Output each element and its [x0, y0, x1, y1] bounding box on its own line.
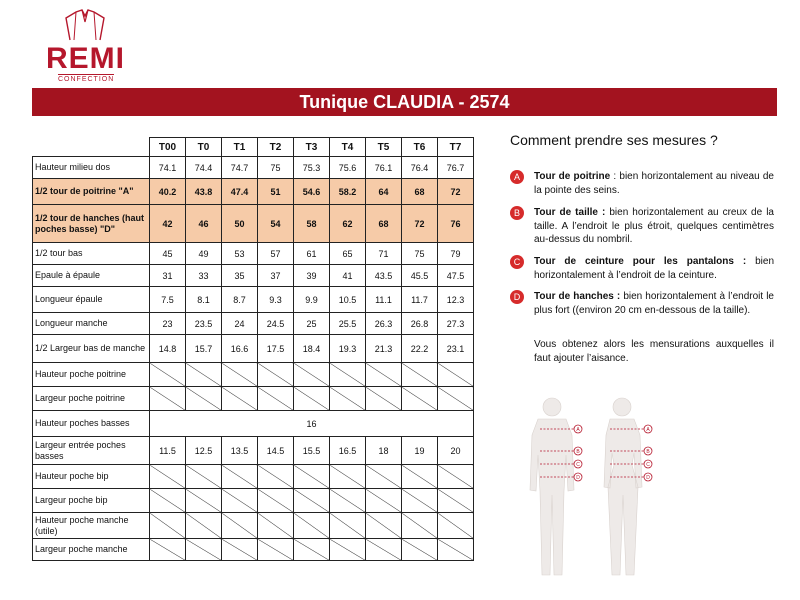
row-label: 1/2 tour bas	[33, 243, 150, 265]
table-cell: 64	[366, 179, 402, 205]
table-cell: 42	[150, 205, 186, 243]
empty-cell	[150, 489, 186, 513]
table-cell: 72	[438, 179, 474, 205]
table-cell: 22.2	[402, 335, 438, 363]
table-cell: 62	[330, 205, 366, 243]
table-cell: 10.5	[330, 287, 366, 313]
table-row	[33, 313, 474, 335]
male-marker-c-label: C	[576, 462, 580, 468]
guide-item-d-title: Tour de hanches :	[534, 291, 621, 302]
size-header-t0: T0	[186, 138, 222, 157]
guide-item-d-text: bien horizontalement à l’endroit le plus fort ((environ 20 cm en-dessous de la taille).	[534, 291, 774, 316]
table-row	[33, 387, 474, 411]
table-cell: 21.3	[366, 335, 402, 363]
table-cell: 23	[150, 313, 186, 335]
female-marker-d-label: D	[646, 475, 650, 481]
table-cell: 50	[222, 205, 258, 243]
guide-note: Vous obtenez alors les mensurations auxquelles il faut ajouter l’aisance.	[534, 339, 774, 364]
table-cell: 75	[402, 243, 438, 265]
table-cell: 14.8	[150, 335, 186, 363]
row-label: Longueur manche	[33, 313, 150, 335]
empty-cell	[438, 489, 474, 513]
table-cell: 54.6	[294, 179, 330, 205]
body-measurement-figures	[524, 395, 684, 595]
table-cell: 76.4	[402, 157, 438, 179]
table-cell: 15.7	[186, 335, 222, 363]
table-cell: 75.3	[294, 157, 330, 179]
row-label: Largeur entrée poches basses	[33, 437, 150, 465]
empty-cell	[330, 387, 366, 411]
male-silhouette-icon	[530, 398, 574, 575]
jacket-icon	[60, 8, 110, 42]
row-label: Largeur poche manche	[33, 539, 150, 561]
table-cell: 26.3	[366, 313, 402, 335]
table-cell: 75	[258, 157, 294, 179]
row-label: 1/2 Largeur bas de manche	[33, 335, 150, 363]
table-cell: 76.7	[438, 157, 474, 179]
table-cell: 24.5	[258, 313, 294, 335]
table-cell: 47.5	[438, 265, 474, 287]
empty-cell	[258, 489, 294, 513]
row-label: Hauteur poches basses	[33, 411, 150, 437]
table-cell: 12.3	[438, 287, 474, 313]
table-cell: 79	[438, 243, 474, 265]
table-cell: 8.1	[186, 287, 222, 313]
empty-cell	[402, 465, 438, 489]
table-cell: 76	[438, 205, 474, 243]
table-cell: 53	[222, 243, 258, 265]
table-cell: 11.1	[366, 287, 402, 313]
table-cell: 23.1	[438, 335, 474, 363]
empty-cell	[438, 513, 474, 539]
table-cell: 11.7	[402, 287, 438, 313]
table-cell: 39	[294, 265, 330, 287]
table-cell: 37	[258, 265, 294, 287]
table-cell: 72	[402, 205, 438, 243]
empty-cell	[294, 465, 330, 489]
table-cell: 43.8	[186, 179, 222, 205]
empty-cell	[258, 513, 294, 539]
marker-a-icon: A	[510, 170, 524, 184]
table-cell: 41	[330, 265, 366, 287]
table-row	[33, 205, 474, 243]
empty-cell	[366, 513, 402, 539]
table-cell: 8.7	[222, 287, 258, 313]
empty-cell	[150, 465, 186, 489]
empty-cell	[366, 363, 402, 387]
table-cell: 46	[186, 205, 222, 243]
empty-cell	[330, 489, 366, 513]
table-cell: 43.5	[366, 265, 402, 287]
empty-cell	[330, 539, 366, 561]
table-row	[33, 489, 474, 513]
table-row	[33, 437, 474, 465]
table-cell: 45	[150, 243, 186, 265]
guide-item-a-text: : bien horizontalement au niveau de la pointe des seins.	[534, 171, 774, 196]
empty-cell	[258, 539, 294, 561]
size-header-t3: T3	[294, 138, 330, 157]
table-cell: 12.5	[186, 437, 222, 465]
empty-cell	[294, 489, 330, 513]
empty-cell	[150, 513, 186, 539]
table-cell: 58	[294, 205, 330, 243]
empty-cell	[222, 513, 258, 539]
empty-cell	[438, 465, 474, 489]
row-label: 1/2 tour de hanches (haut poches basse) "D"	[33, 205, 150, 243]
table-cell: 16.5	[330, 437, 366, 465]
size-header-t6: T6	[402, 138, 438, 157]
table-cell: 57	[258, 243, 294, 265]
table-cell: 49	[186, 243, 222, 265]
table-cell: 24	[222, 313, 258, 335]
female-silhouette-icon	[604, 398, 642, 575]
empty-cell	[186, 513, 222, 539]
empty-cell	[186, 387, 222, 411]
table-cell: 68	[366, 205, 402, 243]
table-cell: 15.5	[294, 437, 330, 465]
empty-cell	[258, 387, 294, 411]
table-cell: 31	[150, 265, 186, 287]
table-cell: 18	[366, 437, 402, 465]
table-cell: 17.5	[258, 335, 294, 363]
empty-cell	[402, 489, 438, 513]
empty-cell	[438, 539, 474, 561]
size-header-t00: T00	[150, 138, 186, 157]
table-row	[33, 157, 474, 179]
female-marker-b-label: B	[646, 449, 650, 455]
table-row	[33, 539, 474, 561]
table-cell: 19.3	[330, 335, 366, 363]
table-cell: 16.6	[222, 335, 258, 363]
table-cell: 74.7	[222, 157, 258, 179]
empty-cell	[150, 363, 186, 387]
guide-item-d	[510, 290, 774, 317]
page-title: Tunique CLAUDIA - 2574	[32, 88, 777, 116]
empty-cell	[222, 465, 258, 489]
empty-cell	[186, 363, 222, 387]
guide-item-c	[510, 255, 774, 282]
empty-cell	[294, 387, 330, 411]
empty-cell	[186, 465, 222, 489]
table-cell: 47.4	[222, 179, 258, 205]
guide-item-b	[510, 206, 774, 247]
row-label: Largeur poche bip	[33, 489, 150, 513]
marker-c-icon: C	[510, 255, 524, 269]
table-row	[33, 411, 474, 437]
empty-cell	[366, 387, 402, 411]
table-cell: 33	[186, 265, 222, 287]
table-row	[33, 179, 474, 205]
table-cell: 7.5	[150, 287, 186, 313]
table-cell: 74.4	[186, 157, 222, 179]
guide-item-c-text: bien horizontalement à l’endroit de la ceinture.	[534, 256, 775, 281]
empty-cell	[330, 513, 366, 539]
empty-cell	[186, 489, 222, 513]
empty-cell	[402, 363, 438, 387]
row-label: Hauteur poche manche (utile)	[33, 513, 150, 539]
table-cell: 25.5	[330, 313, 366, 335]
logo-brand: REMI	[46, 42, 125, 75]
size-header-t2: T2	[258, 138, 294, 157]
guide-item-a-title: Tour de poitrine	[534, 171, 611, 182]
size-chart-table	[32, 137, 474, 561]
table-cell: 14.5	[258, 437, 294, 465]
table-cell: 51	[258, 179, 294, 205]
table-cell: 27.3	[438, 313, 474, 335]
empty-cell	[222, 489, 258, 513]
empty-cell	[438, 363, 474, 387]
size-header-t7: T7	[438, 138, 474, 157]
table-row	[33, 335, 474, 363]
empty-cell	[402, 387, 438, 411]
table-cell: 71	[366, 243, 402, 265]
measure-guide-title: Comment prendre ses mesures ?	[510, 132, 718, 148]
empty-cell	[402, 513, 438, 539]
table-row	[33, 513, 474, 539]
table-cell: 45.5	[402, 265, 438, 287]
table-row	[33, 287, 474, 313]
table-cell: 61	[294, 243, 330, 265]
empty-cell	[222, 363, 258, 387]
size-header-row	[33, 138, 474, 157]
size-header-t5: T5	[366, 138, 402, 157]
table-cell: 13.5	[222, 437, 258, 465]
female-marker-a-label: A	[646, 427, 650, 433]
table-row	[33, 265, 474, 287]
empty-cell	[402, 539, 438, 561]
empty-cell	[294, 539, 330, 561]
table-cell: 26.8	[402, 313, 438, 335]
empty-cell	[330, 465, 366, 489]
row-label: Epaule à épaule	[33, 265, 150, 287]
table-row	[33, 363, 474, 387]
marker-d-icon: D	[510, 290, 524, 304]
row-label: Hauteur poche poitrine	[33, 363, 150, 387]
empty-cell	[366, 489, 402, 513]
guide-item-b-title: Tour de taille :	[534, 207, 606, 218]
empty-cell	[294, 363, 330, 387]
empty-cell	[258, 363, 294, 387]
table-cell-merged: 16	[150, 411, 474, 437]
row-label: Hauteur poche bip	[33, 465, 150, 489]
table-cell: 54	[258, 205, 294, 243]
male-marker-a-label: A	[576, 427, 580, 433]
guide-item-b-text: bien horizontalement au creux de la taille. A l’endroit le plus étroit, quelques centimètres au-dessus du nombril.	[534, 207, 774, 245]
table-row	[33, 243, 474, 265]
empty-cell	[186, 539, 222, 561]
size-header-t4: T4	[330, 138, 366, 157]
row-label: Hauteur milieu dos	[33, 157, 150, 179]
table-cell: 35	[222, 265, 258, 287]
table-cell: 11.5	[150, 437, 186, 465]
table-cell: 68	[402, 179, 438, 205]
empty-cell	[150, 387, 186, 411]
empty-cell	[150, 539, 186, 561]
empty-cell	[366, 465, 402, 489]
guide-item-c-title: Tour de ceinture pour les pantalons :	[534, 256, 747, 267]
remi-logo	[40, 8, 130, 86]
empty-cell	[222, 539, 258, 561]
marker-b-icon: B	[510, 206, 524, 220]
table-cell: 20	[438, 437, 474, 465]
table-cell: 9.3	[258, 287, 294, 313]
table-cell: 75.6	[330, 157, 366, 179]
table-cell: 25	[294, 313, 330, 335]
female-marker-c-label: C	[646, 462, 650, 468]
table-cell: 76.1	[366, 157, 402, 179]
table-corner	[33, 138, 150, 157]
table-cell: 9.9	[294, 287, 330, 313]
empty-cell	[258, 465, 294, 489]
empty-cell	[294, 513, 330, 539]
table-cell: 19	[402, 437, 438, 465]
table-cell: 74.1	[150, 157, 186, 179]
table-row	[33, 465, 474, 489]
guide-item-a	[510, 170, 774, 197]
table-cell: 18.4	[294, 335, 330, 363]
table-cell: 65	[330, 243, 366, 265]
table-cell: 40.2	[150, 179, 186, 205]
male-marker-b-label: B	[576, 449, 580, 455]
empty-cell	[366, 539, 402, 561]
row-label: Largeur poche poitrine	[33, 387, 150, 411]
empty-cell	[330, 363, 366, 387]
row-label: Longueur épaule	[33, 287, 150, 313]
empty-cell	[438, 387, 474, 411]
male-marker-d-label: D	[576, 475, 580, 481]
table-cell: 58.2	[330, 179, 366, 205]
empty-cell	[222, 387, 258, 411]
row-label: 1/2 tour de poitrine "A"	[33, 179, 150, 205]
table-cell: 23.5	[186, 313, 222, 335]
logo-subtitle: CONFECTION	[58, 76, 115, 83]
size-header-t1: T1	[222, 138, 258, 157]
